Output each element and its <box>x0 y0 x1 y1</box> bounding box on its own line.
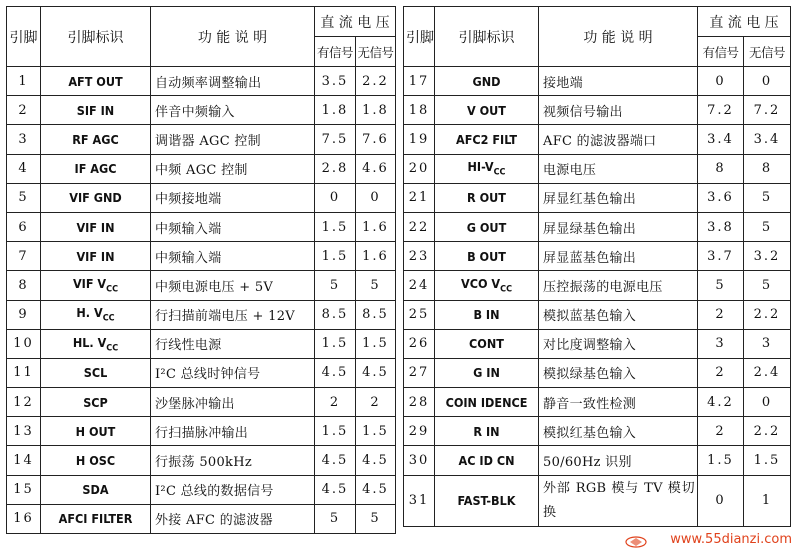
header-no-signal: 无信号 <box>744 37 791 67</box>
table-row <box>7 446 396 475</box>
table-row <box>404 212 791 241</box>
voltage-with-signal-cell: 2.8 <box>315 154 356 183</box>
voltage-no-signal-cell: 2.4 <box>744 358 791 387</box>
voltage-with-signal-cell: 8 <box>698 154 744 183</box>
pin-symbol-cell: AFT OUT <box>41 67 151 96</box>
voltage-with-signal-cell: 4.5 <box>315 358 356 387</box>
table-row <box>404 67 791 96</box>
pin-symbol-cell: G IN <box>435 358 539 387</box>
pin-symbol-cell: B OUT <box>435 242 539 271</box>
voltage-no-signal-cell: 8 <box>744 154 791 183</box>
voltage-no-signal-cell: 1.5 <box>356 329 396 358</box>
voltage-no-signal-cell: 8.5 <box>356 300 396 329</box>
function-cell: 中频接地端 <box>151 183 315 212</box>
pin-number-cell: 14 <box>7 446 41 475</box>
pin-number-cell: 2 <box>7 96 41 125</box>
header-function: 功 能 说 明 <box>539 7 698 67</box>
pin-symbol-subscript: CC <box>102 313 115 324</box>
table-row <box>404 300 791 329</box>
voltage-with-signal-cell: 1.5 <box>315 242 356 271</box>
header-function: 功 能 说 明 <box>151 7 315 67</box>
voltage-with-signal-cell: 1.5 <box>315 212 356 241</box>
pin-symbol-cell <box>41 300 151 329</box>
table-row <box>404 417 791 446</box>
voltage-with-signal-cell: 0 <box>698 475 744 526</box>
function-cell: 中频输入端 <box>151 212 315 241</box>
voltage-with-signal-cell: 3.8 <box>698 212 744 241</box>
pin-number-cell: 12 <box>7 388 41 417</box>
table-row <box>404 271 791 300</box>
voltage-no-signal-cell: 5 <box>356 271 396 300</box>
function-cell: 行线性电源 <box>151 329 315 358</box>
pin-symbol-text: H. V <box>76 305 103 321</box>
table-row <box>404 475 791 526</box>
pin-symbol-cell: H OSC <box>41 446 151 475</box>
function-cell: 行振荡 500kHz <box>151 446 315 475</box>
function-cell: 屏显红基色输出 <box>539 183 698 212</box>
voltage-with-signal-cell: 0 <box>315 183 356 212</box>
function-cell: 伴音中频输入 <box>151 96 315 125</box>
pin-number-cell: 31 <box>404 475 435 526</box>
table-row <box>7 358 396 387</box>
pin-symbol-text: HI-V <box>467 159 494 175</box>
header-pin: 引脚 <box>7 7 41 67</box>
pin-symbol-cell: RF AGC <box>41 125 151 154</box>
voltage-no-signal-cell: 2.2 <box>356 67 396 96</box>
pin-table-left <box>6 6 396 534</box>
voltage-with-signal-cell: 4.5 <box>315 475 356 504</box>
voltage-with-signal-cell: 4.5 <box>315 446 356 475</box>
voltage-no-signal-cell: 1.6 <box>356 242 396 271</box>
pin-symbol-cell: G OUT <box>435 212 539 241</box>
voltage-with-signal-cell: 0 <box>698 67 744 96</box>
pin-number-cell: 13 <box>7 417 41 446</box>
header-symbol: 引脚标识 <box>41 7 151 67</box>
pin-symbol-cell: COIN IDENCE <box>435 388 539 417</box>
voltage-no-signal-cell: 1 <box>744 475 791 526</box>
pin-number-cell: 8 <box>7 271 41 300</box>
pin-symbol-text: HL. V <box>72 334 107 350</box>
watermark-url: www.55dianzi.com <box>670 532 792 547</box>
pin-symbol-cell: R OUT <box>435 183 539 212</box>
function-cell: I²C 总线时钟信号 <box>151 358 315 387</box>
function-cell: 50/60Hz 识别 <box>539 446 698 475</box>
pin-symbol-cell <box>435 154 539 183</box>
pin-symbol-cell <box>41 329 151 358</box>
table-row <box>404 242 791 271</box>
voltage-with-signal-cell: 2 <box>698 300 744 329</box>
left-table-body <box>7 67 396 534</box>
voltage-no-signal-cell: 3 <box>744 329 791 358</box>
table-row <box>7 212 396 241</box>
voltage-with-signal-cell: 5 <box>315 271 356 300</box>
voltage-no-signal-cell: 1.5 <box>356 417 396 446</box>
voltage-with-signal-cell: 2 <box>698 417 744 446</box>
function-cell: 自动频率调整输出 <box>151 67 315 96</box>
voltage-no-signal-cell: 7.2 <box>744 96 791 125</box>
pin-symbol-cell: VIF IN <box>41 242 151 271</box>
voltage-no-signal-cell: 4.5 <box>356 475 396 504</box>
table-row <box>404 183 791 212</box>
pin-symbol-cell: R IN <box>435 417 539 446</box>
voltage-with-signal-cell: 5 <box>315 504 356 533</box>
voltage-with-signal-cell: 2 <box>698 358 744 387</box>
pin-symbol-cell: B IN <box>435 300 539 329</box>
voltage-no-signal-cell: 5 <box>744 212 791 241</box>
voltage-with-signal-cell: 1.8 <box>315 96 356 125</box>
voltage-no-signal-cell: 0 <box>744 67 791 96</box>
pin-number-cell: 15 <box>7 475 41 504</box>
function-cell: I²C 总线的数据信号 <box>151 475 315 504</box>
pin-symbol-cell <box>41 271 151 300</box>
table-row <box>7 183 396 212</box>
function-cell: 模拟绿基色输入 <box>539 358 698 387</box>
table-row <box>7 154 396 183</box>
pin-number-cell: 4 <box>7 154 41 183</box>
pin-number-cell: 17 <box>404 67 435 96</box>
pin-number-cell: 29 <box>404 417 435 446</box>
header-symbol: 引脚标识 <box>435 7 539 67</box>
function-cell: 屏显蓝基色输出 <box>539 242 698 271</box>
function-cell: 中频电源电压 + 5V <box>151 271 315 300</box>
voltage-no-signal-cell: 1.6 <box>356 212 396 241</box>
function-cell: 行扫描前端电压 + 12V <box>151 300 315 329</box>
pin-number-cell: 24 <box>404 271 435 300</box>
voltage-with-signal-cell: 4.2 <box>698 388 744 417</box>
pin-number-cell: 6 <box>7 212 41 241</box>
pin-number-cell: 27 <box>404 358 435 387</box>
function-cell: AFC 的滤波器端口 <box>539 125 698 154</box>
pin-number-cell: 25 <box>404 300 435 329</box>
pin-symbol-cell: SIF IN <box>41 96 151 125</box>
voltage-with-signal-cell: 2 <box>315 388 356 417</box>
voltage-with-signal-cell: 5 <box>698 271 744 300</box>
voltage-with-signal-cell: 8.5 <box>315 300 356 329</box>
pin-symbol-text: VCO V <box>460 276 501 292</box>
pin-table-right <box>403 6 791 527</box>
voltage-no-signal-cell: 5 <box>744 271 791 300</box>
voltage-no-signal-cell: 2 <box>356 388 396 417</box>
function-cell: 电源电压 <box>539 154 698 183</box>
voltage-no-signal-cell: 2.2 <box>744 417 791 446</box>
voltage-no-signal-cell: 2.2 <box>744 300 791 329</box>
pin-number-cell: 26 <box>404 329 435 358</box>
pin-symbol-cell: V OUT <box>435 96 539 125</box>
voltage-no-signal-cell: 0 <box>744 388 791 417</box>
header-dc-voltage: 直 流 电 压 <box>698 7 791 37</box>
pin-symbol-cell: SDA <box>41 475 151 504</box>
table-row <box>7 242 396 271</box>
pin-symbol-cell: FAST-BLK <box>435 475 539 526</box>
function-cell: 外接 AFC 的滤波器 <box>151 504 315 533</box>
pin-symbol-cell: AFCI FILTER <box>41 504 151 533</box>
pin-number-cell: 16 <box>7 504 41 533</box>
pin-number-cell: 21 <box>404 183 435 212</box>
table-row <box>7 388 396 417</box>
voltage-with-signal-cell: 1.5 <box>315 417 356 446</box>
function-cell: 行扫描脉冲输出 <box>151 417 315 446</box>
voltage-no-signal-cell: 4.6 <box>356 154 396 183</box>
pin-number-cell: 22 <box>404 212 435 241</box>
table-row <box>7 300 396 329</box>
function-cell: 中频 AGC 控制 <box>151 154 315 183</box>
table-row <box>404 358 791 387</box>
header-pin: 引脚 <box>404 7 435 67</box>
table-row <box>404 96 791 125</box>
voltage-no-signal-cell: 5 <box>356 504 396 533</box>
voltage-no-signal-cell: 4.5 <box>356 358 396 387</box>
function-cell: 模拟蓝基色输入 <box>539 300 698 329</box>
table-row <box>404 125 791 154</box>
pin-number-cell: 11 <box>7 358 41 387</box>
voltage-with-signal-cell: 1.5 <box>698 446 744 475</box>
pin-symbol-subscript: CC <box>106 284 119 295</box>
pin-symbol-cell: AC ID CN <box>435 446 539 475</box>
function-cell: 压控振荡的电源电压 <box>539 271 698 300</box>
table-row <box>404 388 791 417</box>
watermark-logo-icon <box>625 536 647 548</box>
function-cell: 屏显绿基色输出 <box>539 212 698 241</box>
voltage-no-signal-cell: 3.2 <box>744 242 791 271</box>
pin-number-cell: 1 <box>7 67 41 96</box>
pin-number-cell: 20 <box>404 154 435 183</box>
pin-symbol-cell: SCL <box>41 358 151 387</box>
voltage-with-signal-cell: 3.7 <box>698 242 744 271</box>
voltage-with-signal-cell: 3 <box>698 329 744 358</box>
pin-number-cell: 3 <box>7 125 41 154</box>
table-row <box>7 125 396 154</box>
right-table-body <box>404 67 791 527</box>
pin-number-cell: 19 <box>404 125 435 154</box>
pin-number-cell: 9 <box>7 300 41 329</box>
voltage-with-signal-cell: 3.5 <box>315 67 356 96</box>
header-with-signal: 有信号 <box>698 37 744 67</box>
voltage-with-signal-cell: 3.4 <box>698 125 744 154</box>
pin-number-cell: 28 <box>404 388 435 417</box>
table-row <box>404 446 791 475</box>
pin-symbol-cell <box>435 271 539 300</box>
voltage-no-signal-cell: 1.8 <box>356 96 396 125</box>
pin-symbol-cell: H OUT <box>41 417 151 446</box>
table-row <box>404 329 791 358</box>
function-cell: 模拟红基色输入 <box>539 417 698 446</box>
voltage-with-signal-cell: 7.5 <box>315 125 356 154</box>
function-cell: 中频输入端 <box>151 242 315 271</box>
header-dc-voltage: 直 流 电 压 <box>315 7 396 37</box>
voltage-no-signal-cell: 0 <box>356 183 396 212</box>
pin-number-cell: 30 <box>404 446 435 475</box>
voltage-no-signal-cell: 7.6 <box>356 125 396 154</box>
pin-symbol-cell: CONT <box>435 329 539 358</box>
function-cell: 静音一致性检测 <box>539 388 698 417</box>
pin-number-cell: 10 <box>7 329 41 358</box>
pin-symbol-cell: SCP <box>41 388 151 417</box>
table-row <box>7 475 396 504</box>
pin-symbol-subscript: CC <box>493 167 506 178</box>
pin-symbol-cell: AFC2 FILT <box>435 125 539 154</box>
function-cell: 调谐器 AGC 控制 <box>151 125 315 154</box>
header-with-signal: 有信号 <box>315 37 356 67</box>
pin-symbol-text: VIF V <box>72 276 107 292</box>
pin-symbol-subscript: CC <box>106 343 119 354</box>
voltage-no-signal-cell: 5 <box>744 183 791 212</box>
pin-symbol-cell: GND <box>435 67 539 96</box>
function-cell: 沙堡脉冲输出 <box>151 388 315 417</box>
pin-number-cell: 23 <box>404 242 435 271</box>
pin-number-cell: 18 <box>404 96 435 125</box>
pin-number-cell: 5 <box>7 183 41 212</box>
header-no-signal: 无信号 <box>356 37 396 67</box>
table-row <box>404 154 791 183</box>
table-row <box>7 417 396 446</box>
voltage-no-signal-cell: 1.5 <box>744 446 791 475</box>
voltage-with-signal-cell: 3.6 <box>698 183 744 212</box>
table-row <box>7 504 396 533</box>
voltage-no-signal-cell: 4.5 <box>356 446 396 475</box>
pin-symbol-cell: IF AGC <box>41 154 151 183</box>
table-row <box>7 329 396 358</box>
table-row <box>7 96 396 125</box>
voltage-no-signal-cell: 3.4 <box>744 125 791 154</box>
table-row <box>7 271 396 300</box>
pin-symbol-cell: VIF GND <box>41 183 151 212</box>
function-cell: 接地端 <box>539 67 698 96</box>
pin-symbol-cell: VIF IN <box>41 212 151 241</box>
function-cell: 外部 RGB 模与 TV 模切换 <box>539 475 698 526</box>
voltage-with-signal-cell: 7.2 <box>698 96 744 125</box>
voltage-with-signal-cell: 1.5 <box>315 329 356 358</box>
table-row <box>7 67 396 96</box>
function-cell: 对比度调整输入 <box>539 329 698 358</box>
pin-number-cell: 7 <box>7 242 41 271</box>
pin-symbol-subscript: CC <box>500 284 513 295</box>
function-cell: 视频信号输出 <box>539 96 698 125</box>
